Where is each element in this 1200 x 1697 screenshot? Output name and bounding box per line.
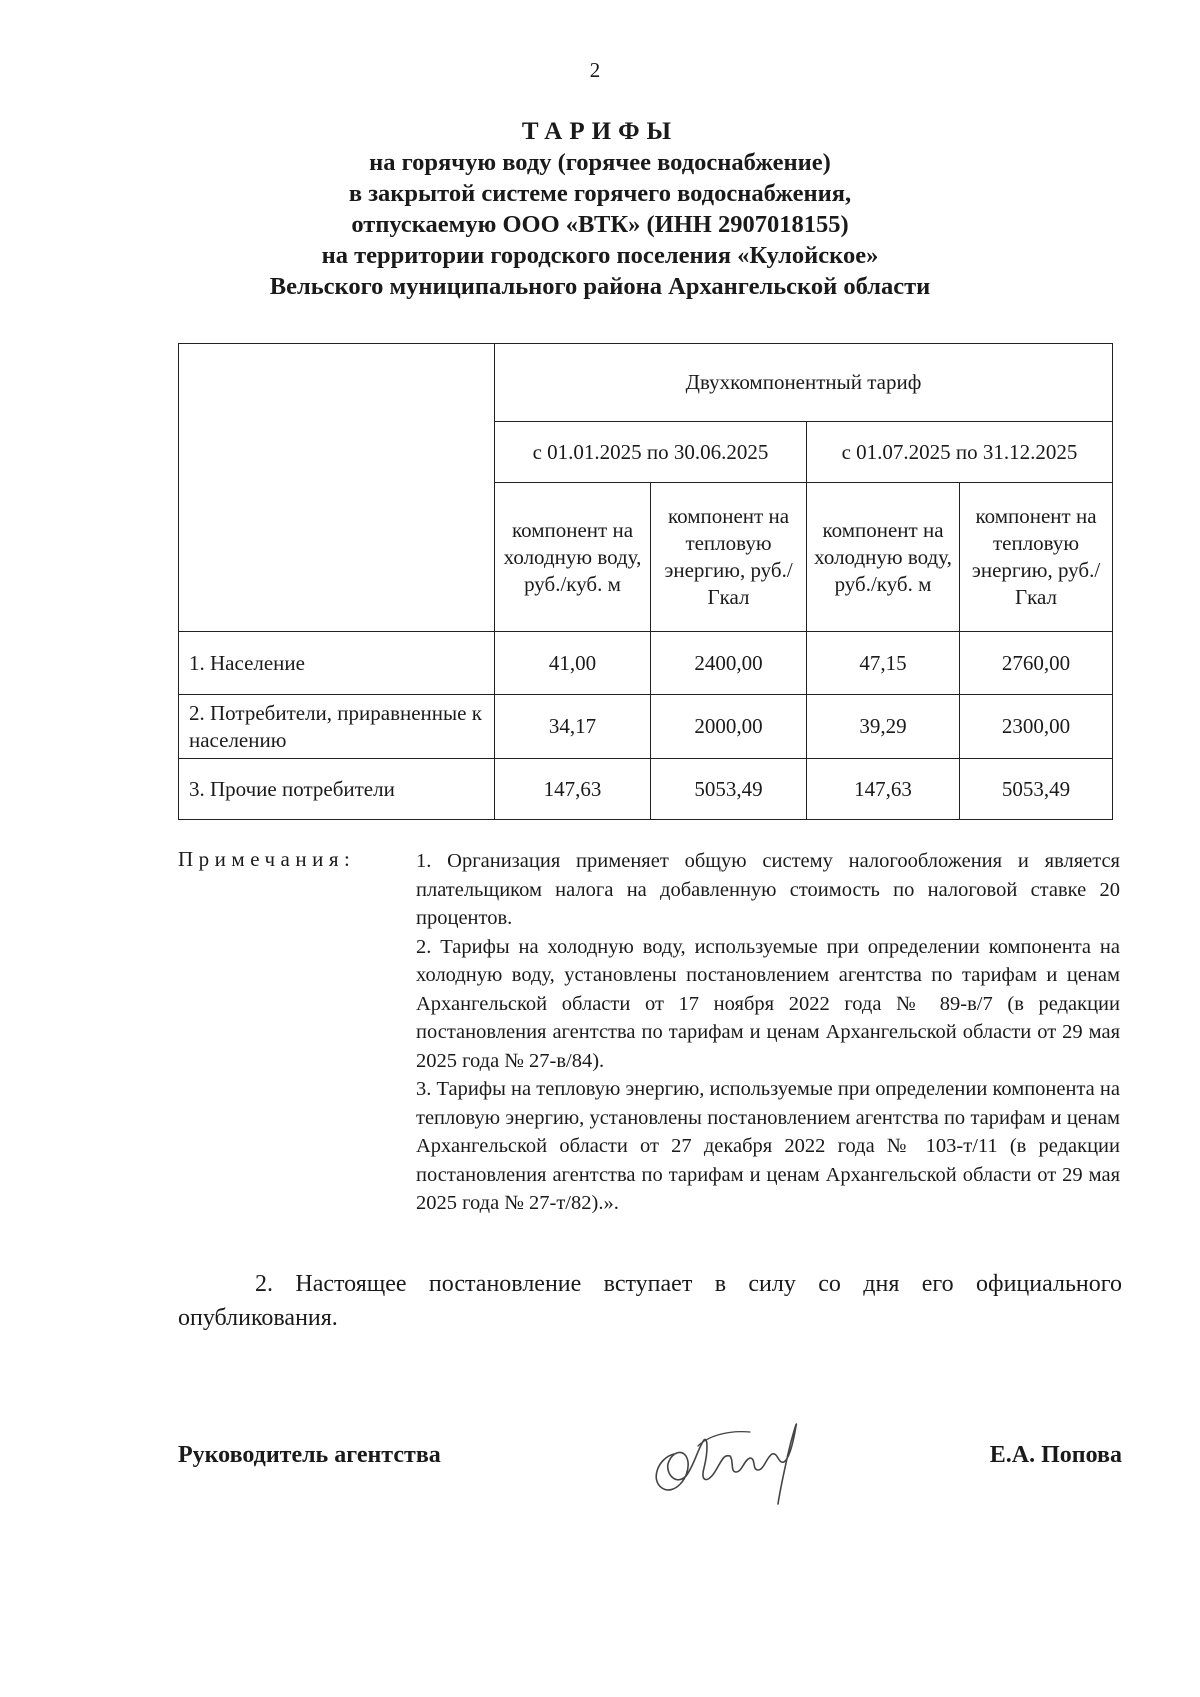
page-number: 2 bbox=[589, 58, 601, 82]
notes-list bbox=[416, 847, 1120, 1218]
row-label: 1. Население bbox=[179, 632, 495, 695]
period-header-2: с 01.07.2025 по 31.12.2025 bbox=[807, 422, 1113, 483]
final-paragraph: 2. Настоящее постановление вступает в силу со дня его официального опубликования. bbox=[178, 1271, 1122, 1331]
note-item: 1. Организация применяет общую систему налогообложения и является плательщиком налога на добавленную стоимость по налоговой ставке 20 процентов. bbox=[416, 850, 1120, 929]
note-item: 3. Тарифы на тепловую энергию, используемые при определении компонента на тепловую энергию, установлены постановлением агентства по тарифам и ценам Архангельской области от 27 декабря 2022 года № 103-т/11 (в редакции постановления агентства по тарифам и ценам Архангельской области от 29 мая 2025 года № 27-т/82).». bbox=[416, 1078, 1120, 1214]
heading-line-1: на горячую воду (горячее водоснабжение) bbox=[369, 149, 831, 176]
signatory-name: Е.А. Попова bbox=[989, 1442, 1122, 1468]
period-header-1: с 01.01.2025 по 30.06.2025 bbox=[495, 422, 807, 483]
table-row bbox=[179, 695, 1113, 759]
heading-line-3: отпускаемую ООО «ВТК» (ИНН 2907018155) bbox=[351, 211, 849, 238]
table-cell: 147,63 bbox=[807, 759, 960, 820]
tariff-type-header: Двухкомпонентный тариф bbox=[495, 344, 1113, 422]
component-header-4: компонент на тепловую энергию, руб./Гкал bbox=[960, 483, 1113, 632]
row-label: 3. Прочие потребители bbox=[179, 759, 495, 820]
table-cell: 2000,00 bbox=[651, 695, 807, 759]
document-heading bbox=[0, 116, 1200, 302]
table-cell: 5053,49 bbox=[960, 759, 1113, 820]
handwritten-signature bbox=[638, 1406, 818, 1516]
component-header-2: компонент на тепловую энергию, руб./Гкал bbox=[651, 483, 807, 632]
heading-line-2: в закрытой системе горячего водоснабжения, bbox=[348, 180, 852, 207]
notes-label: Примечания: bbox=[178, 847, 356, 871]
heading-line-4: на территории городского поселения «Кулойское» bbox=[321, 242, 879, 269]
table-cell: 47,15 bbox=[807, 632, 960, 695]
signature-block bbox=[178, 1406, 1122, 1516]
heading-line-5: Вельского муниципального района Архангельской области bbox=[269, 273, 931, 300]
table-cell: 41,00 bbox=[495, 632, 651, 695]
table-cell: 2760,00 bbox=[960, 632, 1113, 695]
table-cell: 2300,00 bbox=[960, 695, 1113, 759]
component-header-1: компонент на холодную воду, руб./куб. м bbox=[495, 483, 651, 632]
heading-title: ТАРИФЫ bbox=[521, 118, 679, 145]
table-cell: 147,63 bbox=[495, 759, 651, 820]
table-corner-cell bbox=[179, 344, 495, 632]
table-cell: 2400,00 bbox=[651, 632, 807, 695]
table-row bbox=[179, 759, 1113, 820]
table-row bbox=[179, 632, 1113, 695]
note-item: 2. Тарифы на холодную воду, используемые при определении компонента на холодную воду, установлены постановлением агентства по тарифам и ценам Архангельской области от 17 ноября 2022 года № 89-в/7 (в редакции постановления агентства по тарифам и ценам Архангельской области от 29 мая 2025 года № 27-в/84). bbox=[416, 935, 1120, 1072]
signatory-role: Руководитель агентства bbox=[178, 1442, 441, 1468]
table-cell: 34,17 bbox=[495, 695, 651, 759]
component-header-3: компонент на холодную воду, руб./куб. м bbox=[807, 483, 960, 632]
row-label: 2. Потребители, приравненные к населению bbox=[179, 695, 495, 759]
table-cell: 5053,49 bbox=[651, 759, 807, 820]
table-cell: 39,29 bbox=[807, 695, 960, 759]
tariff-table bbox=[178, 343, 1113, 820]
